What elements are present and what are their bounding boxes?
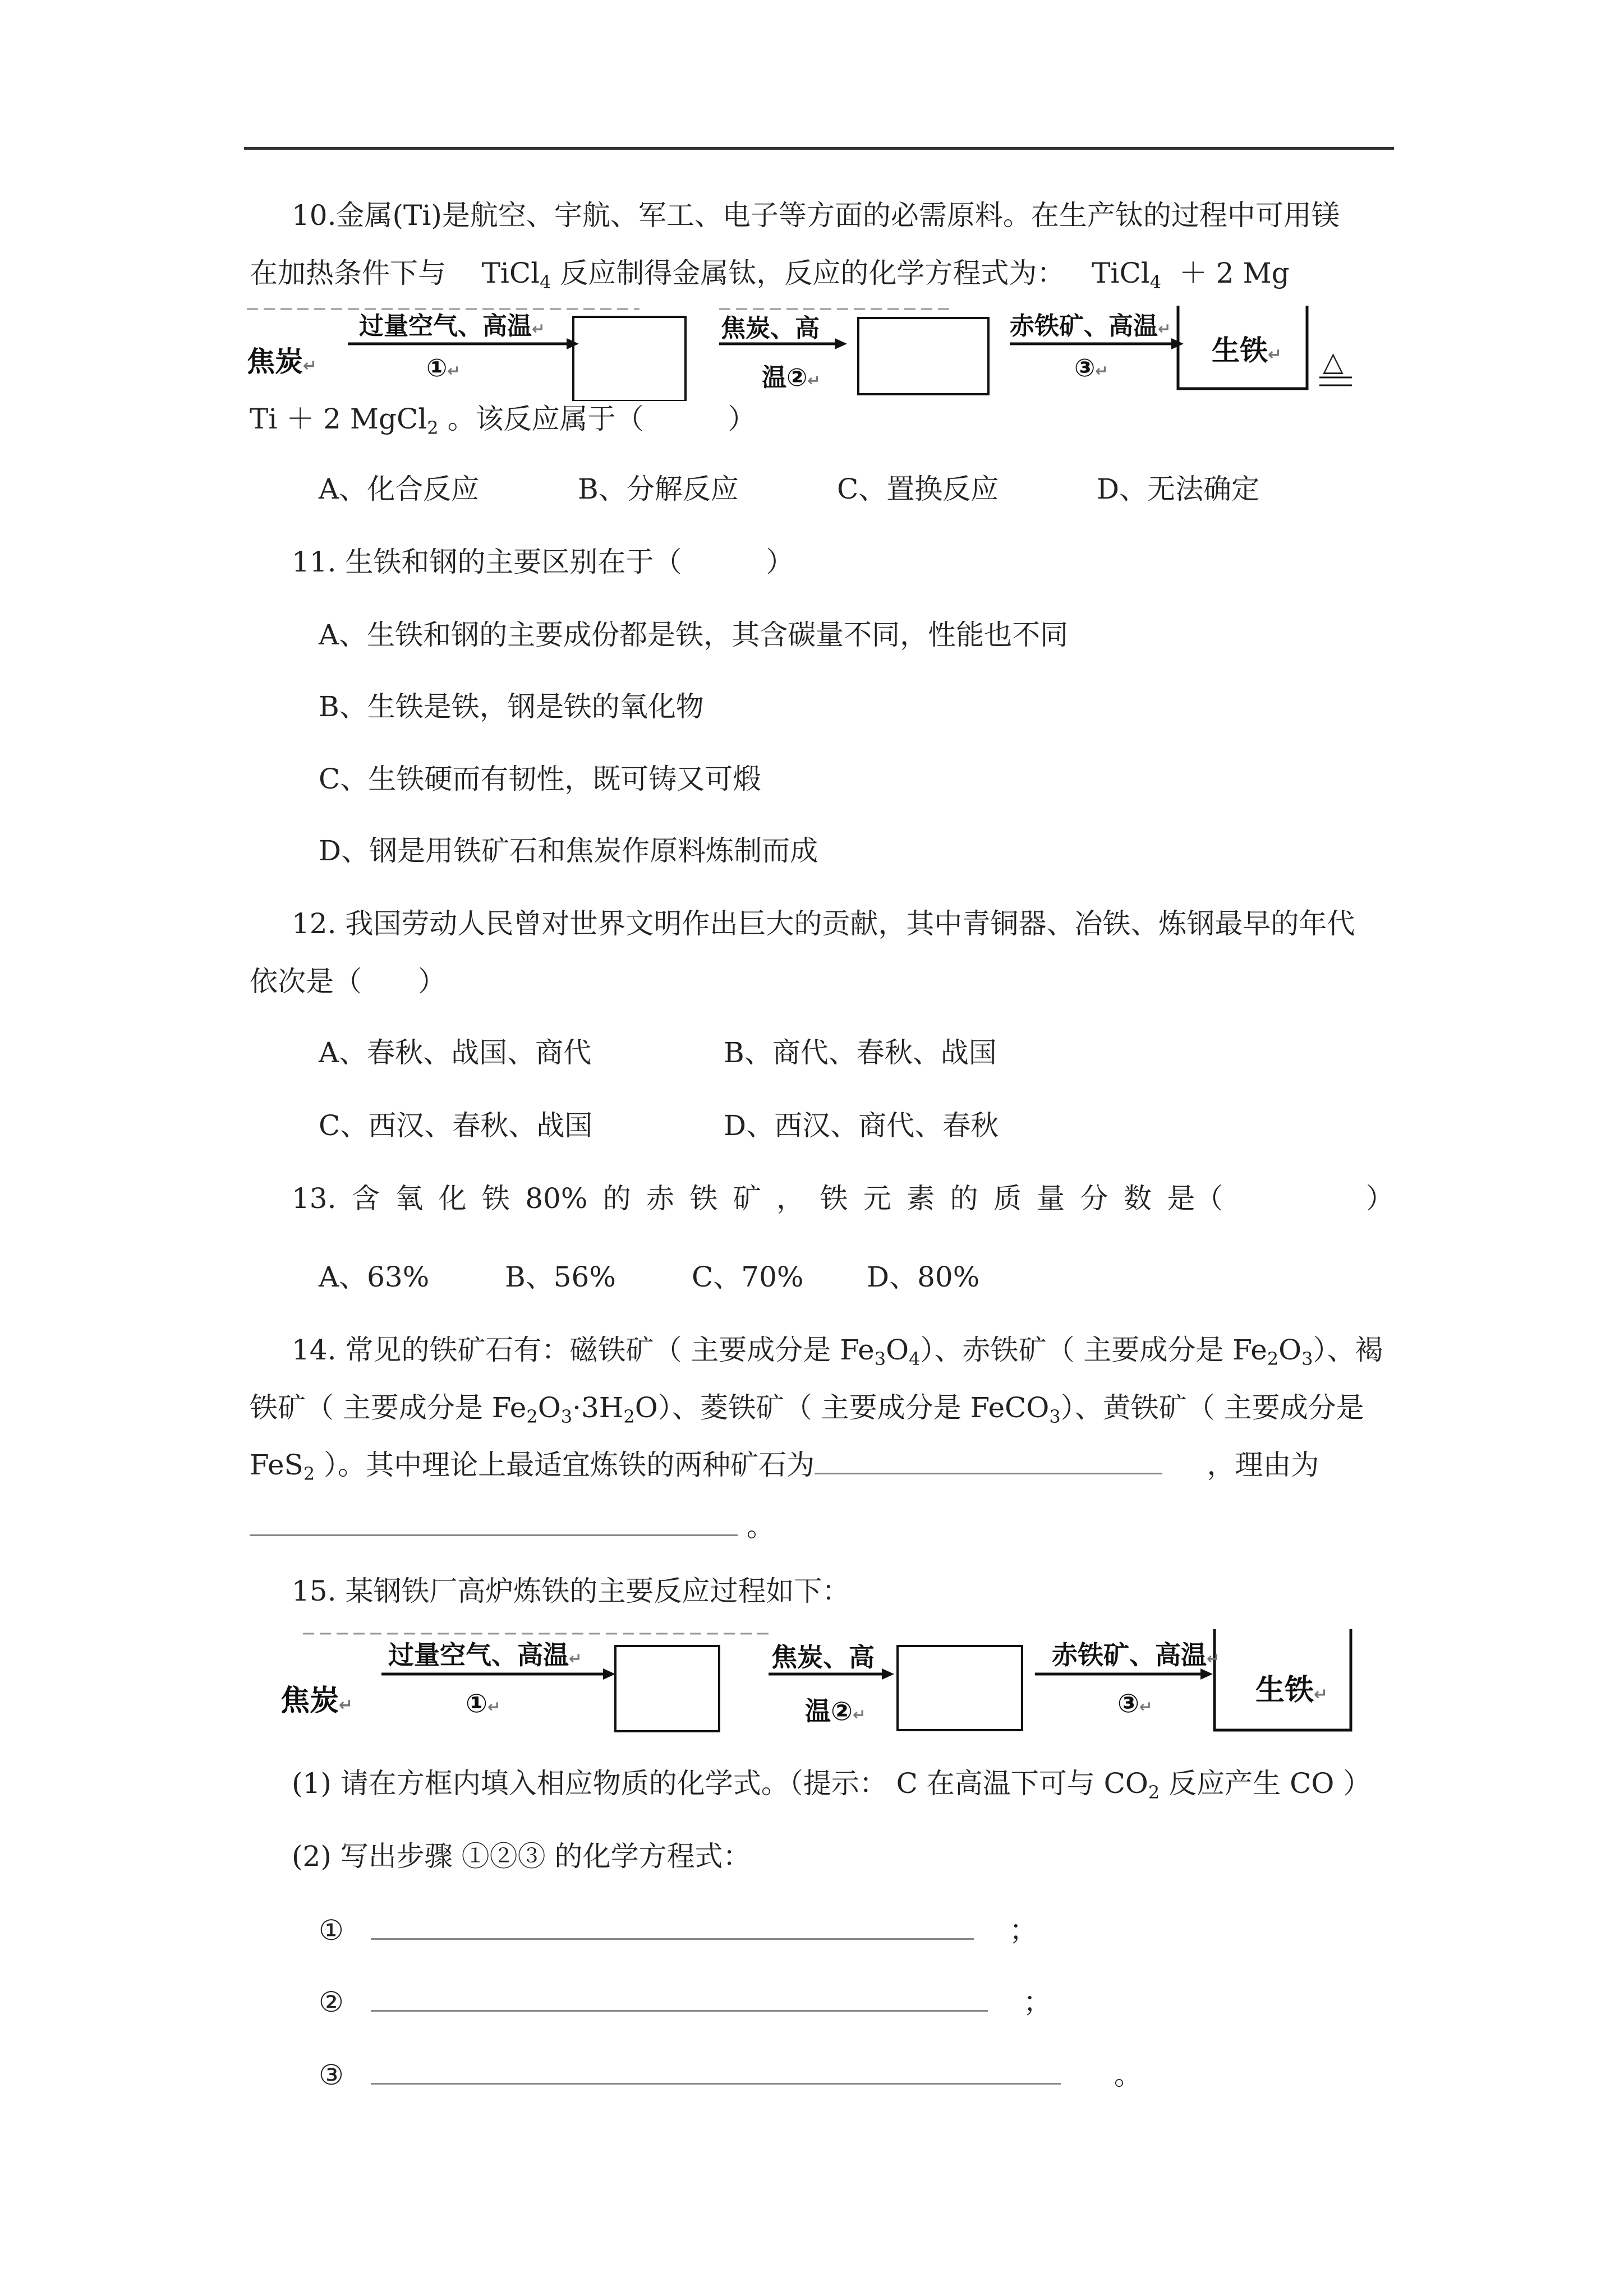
q14-line4: 。 (250, 1509, 775, 1545)
flow2-step2-label-bottom: 温②↵ (805, 1696, 866, 1726)
flow1-step2-label-top: 焦炭、高 (721, 314, 820, 343)
flow2-step1-num: ①↵ (466, 1688, 501, 1718)
flow1-step1-label: 过量空气、高温↵ (359, 312, 545, 340)
q14-line2: 铁矿（ 主要成分是 $Fe_2O_3\cdot 3H_2O$）、菱铁矿（ 主要成分是 FeCO$_3$）、黄铁矿（ 主要成分是 (250, 1391, 1364, 1427)
flow2-step2-label-top: 焦炭、高 (771, 1642, 875, 1672)
q12-option-b: B、商代、春秋、战国 (724, 1036, 997, 1069)
q13-option-c: C、70% (692, 1261, 804, 1293)
q11-option-c: C、生铁硬而有韧性，既可铸又可煅 (319, 763, 761, 795)
flow-diagram-1 (247, 306, 1386, 401)
q12-option-d: D、西汉、商代、春秋 (724, 1109, 999, 1142)
q11-option-b: B、生铁是铁，钢是铁的氧化物 (319, 690, 704, 723)
heat-symbol: △ (1323, 346, 1344, 377)
q15-answer-blank-2[interactable] (371, 1985, 988, 2012)
q11-option-d: D、钢是用铁矿石和焦炭作原料炼制而成 (319, 835, 818, 867)
q15-answer-1: ① ； (319, 1914, 1038, 1947)
q11-stem: 11. 生铁和钢的主要区别在于（ ） (292, 546, 794, 578)
q12-line1: 12. 我国劳动人民曾对世界文明作出巨大的贡献，其中青铜器、冶铁、炼钢最早的年代 (292, 907, 1355, 940)
q13-option-a: A、63% (319, 1261, 430, 1293)
flow2-step3-label: 赤铁矿、高温↵ (1052, 1640, 1220, 1670)
q10-line2: 在加热条件下与 TiCl$_4$ 反应制得金属钛，反应的化学方程式为： TiCl$_4$ ＋ 2 Mg (250, 257, 1290, 293)
q13-option-b: B、56% (505, 1261, 616, 1293)
q10-line1: 10.金属(Ti)是航空、宇航、军工、电子等方面的必需原料。在生产钛的过程中可用镁 (292, 199, 1340, 232)
flow2-step1-label: 过量空气、高温↵ (388, 1640, 582, 1670)
q15-answer-2: ② ； (319, 1986, 1052, 2018)
flow1-step1-num: ①↵ (426, 354, 461, 382)
q15-answer-blank-3[interactable] (371, 2058, 1061, 2085)
q15-part2: (2) 写出步骤 ①②③ 的化学方程式： (292, 1840, 751, 1873)
flow2-end: 生铁↵ (1255, 1673, 1328, 1707)
q15-stem: 15. 某钢铁厂高炉炼铁的主要反应过程如下： (292, 1575, 850, 1607)
q13-stem: 13. 含 氧 化 铁 80% 的 赤 铁 矿 ， 铁 元 素 的 质 量 分 数 是（ ） (292, 1182, 1394, 1215)
flow2-start: 焦炭↵ (280, 1684, 353, 1718)
q15-part1: (1) 请在方框内填入相应物质的化学式。（提示： C 在高温下可与 $CO_2$ 反应产生 CO ） (292, 1767, 1372, 1803)
flow1-end: 生铁↵ (1212, 334, 1282, 367)
flow1-step3-label: 赤铁矿、高温↵ (1010, 312, 1171, 340)
q12-line2: 依次是（ ） (250, 965, 446, 998)
flow1-start: 焦炭↵ (247, 345, 318, 378)
q14-answer-blank-1[interactable] (815, 1448, 1162, 1474)
q12-option-c: C、西汉、春秋、战国 (319, 1109, 593, 1142)
q15-answer-blank-1[interactable] (371, 1914, 974, 1940)
q12-option-a: A、春秋、战国、商代 (319, 1036, 592, 1069)
q14-line1: 14. 常见的铁矿石有：磁铁矿（ 主要成分是 $Fe_3O_4$）、赤铁矿（ 主要成分是 $Fe_2O_3$）、褐 (292, 1334, 1383, 1370)
q15-answer-3: ③ 。 (319, 2059, 1142, 2091)
flow1-step2-label-bottom: 温②↵ (762, 363, 821, 392)
q14-answer-blank-2[interactable] (250, 1510, 738, 1536)
q11-option-a: A、生铁和钢的主要成份都是铁，其含碳量不同，性能也不同 (319, 619, 1069, 651)
q10-option-b: B、分解反应 (578, 473, 739, 505)
q10-option-d: D、无法确定 (1097, 473, 1260, 505)
flow-diagram-2 (280, 1629, 1369, 1736)
header-rule (244, 147, 1394, 150)
q10-option-a: A、化合反应 (319, 473, 480, 505)
flow2-step3-num: ③↵ (1117, 1688, 1153, 1718)
flow1-step3-num: ③↵ (1074, 354, 1108, 382)
q13-option-d: D、80% (867, 1261, 980, 1293)
q14-line3: FeS$_2$ ）。其中理论上最适宜炼铁的两种矿石为 ，理由为 (250, 1449, 1319, 1484)
q10-option-c: C、置换反应 (837, 473, 999, 505)
q10-line3: Ti ＋ 2 MgCl$_2$ 。该反应属于（ ） (250, 403, 756, 439)
